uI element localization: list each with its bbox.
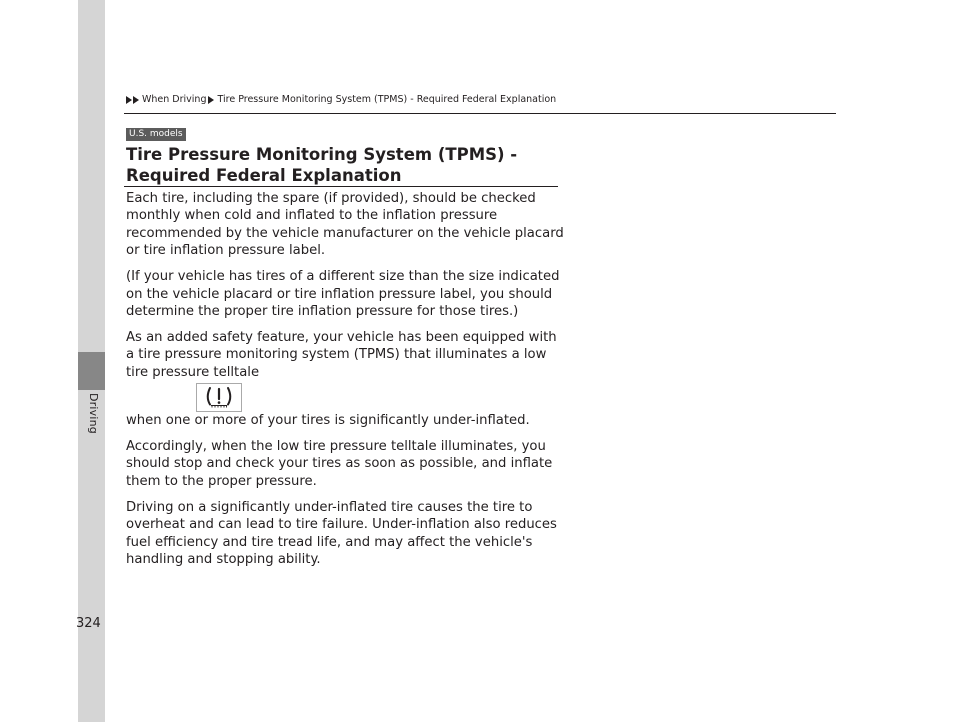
paragraph: when one or more of your tires is significantly under-inflated. — [126, 413, 530, 429]
models-badge: U.S. models — [126, 128, 186, 141]
page-number: 324 — [76, 616, 101, 631]
section-body — [126, 190, 566, 577]
paragraph: As an added safety feature, your vehicle has been equipped with a tire pressure monitoring system (TPMS) that illuminates a low tire pressure telltale — [126, 329, 557, 380]
triangle-right-icon — [208, 96, 214, 104]
chapter-label: Driving — [87, 393, 100, 434]
triangle-right-icon — [126, 96, 132, 104]
paragraph: Accordingly, when the low tire pressure telltale illuminates, you should stop and check your tires as soon as possible, and inflate them to the proper pressure. — [126, 438, 553, 489]
triangle-right-icon — [133, 96, 139, 104]
title-divider — [124, 186, 558, 187]
breadcrumb-item[interactable]: Tire Pressure Monitoring System (TPMS) - Required Federal Explanation — [217, 94, 557, 105]
paragraph: Each tire, including the spare (if provided), should be checked monthly when cold and inflated to the inflation pressure recommended by the vehicle manufacturer on the vehicle placard or tire inflation pressure label. — [126, 191, 564, 259]
paragraph: Driving on a significantly under-inflated tire causes the tire to overheat and can lead to tire failure. Under-inflation also reduces fuel efficiency and tire tread life, and may affect the vehicle's handling and stopping ability. — [126, 499, 557, 567]
low-tire-pressure-telltale-icon — [196, 383, 242, 412]
breadcrumb — [126, 94, 556, 105]
breadcrumb-item[interactable]: When Driving — [142, 94, 207, 105]
section-title: Tire Pressure Monitoring System (TPMS) - Required Federal Explanation — [126, 145, 518, 185]
chapter-side-tab-marker — [78, 352, 105, 390]
paragraph: (If your vehicle has tires of a different size than the size indicated on the vehicle placard or tire inflation pressure label, you should determine the proper tire inflation pressure for those tires.) — [126, 269, 560, 319]
header-divider — [124, 113, 836, 114]
